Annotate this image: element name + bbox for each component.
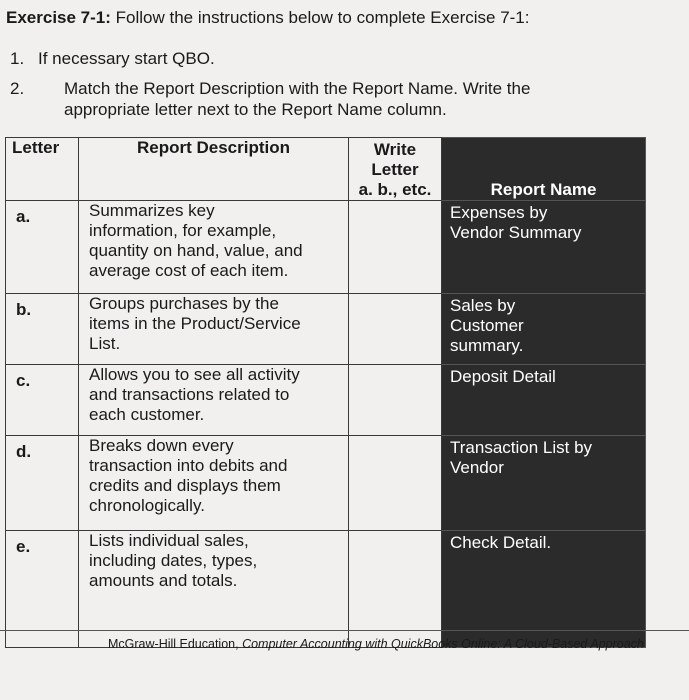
report-name-line: Check Detail. — [450, 533, 552, 552]
report-name-cell — [442, 294, 646, 365]
step-1-number: 1. — [10, 49, 25, 68]
table-header-row — [6, 138, 646, 201]
footer-publisher: McGraw-Hill Education, — [108, 637, 243, 651]
header-write-line-2: Letter — [371, 160, 419, 179]
description-line: amounts and totals. — [89, 571, 238, 590]
description-line: List. — [89, 334, 121, 353]
header-letter: Letter — [6, 138, 79, 201]
row-description — [79, 436, 349, 531]
description-line: transaction into debits and — [89, 456, 288, 475]
table-row — [6, 201, 646, 294]
report-name-cell — [442, 436, 646, 531]
description-line: credits and displays them — [89, 476, 281, 495]
header-write-line-3: a. b., etc. — [358, 180, 432, 199]
exercise-instruction: Follow the instructions below to complete Exercise 7-1: — [110, 8, 530, 27]
step-2-line-1: Match the Report Description with the Report Name. Write the — [64, 79, 531, 98]
description-line: each customer. — [89, 405, 205, 424]
row-letter: b. — [6, 294, 79, 365]
write-letter-cell[interactable] — [349, 436, 442, 531]
description-line: chronologically. — [89, 496, 205, 515]
table-row — [6, 365, 646, 436]
description-line: Lists individual sales, — [89, 531, 249, 550]
description-line: average cost of each item. — [89, 261, 289, 280]
row-letter: c. — [6, 365, 79, 436]
report-name-cell — [442, 365, 646, 436]
write-letter-cell[interactable] — [349, 294, 442, 365]
report-matching-table — [5, 137, 646, 648]
exercise-title — [6, 8, 529, 28]
description-line: Allows you to see all activity — [89, 365, 300, 384]
report-name-line: Expenses by — [450, 203, 548, 222]
footer-citation — [108, 637, 644, 651]
step-2-number: 2. — [10, 79, 25, 98]
report-name-line: Deposit Detail — [450, 367, 556, 386]
report-name-line: Vendor Summary — [450, 223, 582, 242]
report-name-line: Sales by — [450, 296, 516, 315]
row-letter: d. — [6, 436, 79, 531]
header-report-description: Report Description — [79, 138, 349, 201]
step-2-line-2: appropriate letter next to the Report Name column. — [64, 100, 447, 119]
description-line: Groups purchases by the — [89, 294, 279, 313]
row-description — [79, 294, 349, 365]
description-line: quantity on hand, value, and — [89, 241, 303, 260]
exercise-label: Exercise 7-1: — [6, 8, 111, 27]
description-line: Summarizes key — [89, 201, 215, 220]
header-write-letter — [349, 138, 442, 201]
description-line: items in the Product/Service — [89, 314, 301, 333]
report-name-line: summary. — [450, 336, 524, 355]
description-line: and transactions related to — [89, 385, 290, 404]
header-report-name: Report Name — [442, 138, 646, 201]
row-letter: a. — [6, 201, 79, 294]
header-write-line-1: Write — [373, 140, 417, 159]
step-2-text — [64, 78, 530, 120]
report-name-line: Customer — [450, 316, 524, 335]
report-name-line: Transaction List by — [450, 438, 593, 457]
write-letter-cell[interactable] — [349, 365, 442, 436]
description-line: information, for example, — [89, 221, 277, 240]
report-name-cell — [442, 201, 646, 294]
step-1-text: If necessary start QBO. — [38, 49, 215, 68]
row-letter: e. — [6, 531, 79, 648]
footer-book-title: Computer Accounting with QuickBooks Online: A Cloud-Based Approach — [242, 637, 644, 651]
footer-divider — [0, 630, 689, 631]
description-line: including dates, types, — [89, 551, 258, 570]
row-description — [79, 365, 349, 436]
report-name-line: Vendor — [450, 458, 504, 477]
description-line: Breaks down every — [89, 436, 234, 455]
table-row — [6, 294, 646, 365]
table-row — [6, 436, 646, 531]
write-letter-cell[interactable] — [349, 201, 442, 294]
row-description — [79, 201, 349, 294]
